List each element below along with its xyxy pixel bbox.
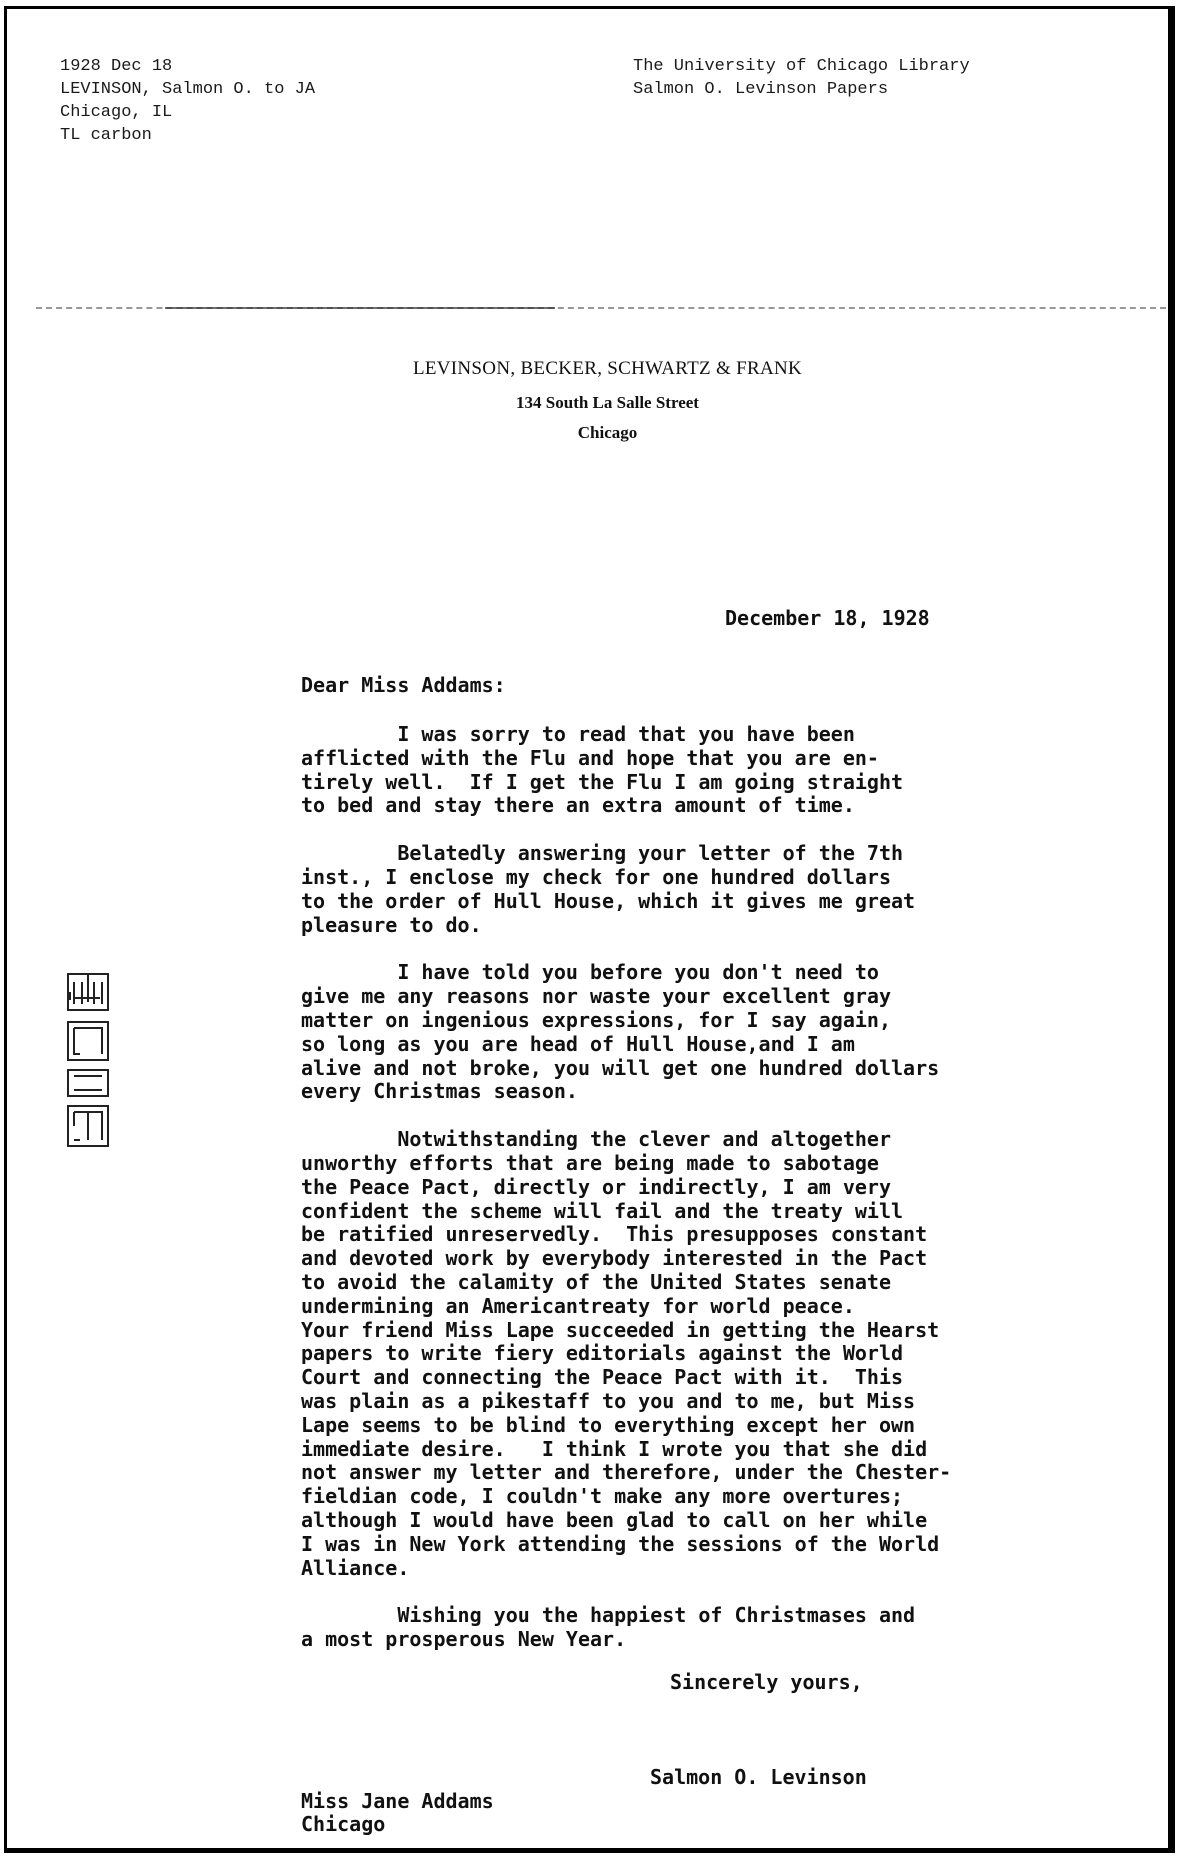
paragraph-2	[301, 842, 1051, 937]
archive-library: The University of Chicago Library	[633, 57, 970, 76]
text-line: unworthy efforts that are being made to sabotage	[301, 1150, 879, 1175]
text-line: papers to write fiery editorials against the World	[301, 1341, 904, 1366]
text-line: Lape seems to be blind to everything except her own	[301, 1412, 916, 1437]
addressee-name: Miss Jane Addams	[301, 1789, 494, 1813]
paragraph-4	[301, 1128, 1051, 1580]
file-stamp	[60, 970, 116, 1150]
text-line: Notwithstanding the clever and altogether	[301, 1127, 892, 1152]
text-line: immediate desire. I think I wrote you that she did	[301, 1436, 928, 1461]
archive-metadata-right	[633, 55, 970, 101]
text-line: Your friend Miss Lape succeeded in getting the Hearst	[301, 1317, 940, 1342]
firm-address: 134 South La Salle Street	[516, 393, 699, 412]
signature: Salmon O. Levinson	[650, 1765, 867, 1789]
text-line: and devoted work by everybody interested in the Pact	[301, 1246, 928, 1271]
text-line: the Peace Pact, directly or indirectly, I am very	[301, 1174, 892, 1199]
text-line: although I would have been glad to call on her while	[301, 1507, 928, 1532]
text-line: to the order of Hull House, which it gives me great	[301, 888, 916, 913]
archive-date: 1928 Dec 18	[60, 57, 173, 76]
text-line: to avoid the calamity of the United States senate	[301, 1269, 892, 1294]
salutation: Dear Miss Addams:	[301, 673, 506, 697]
text-line: afflicted with the Flu and hope that you are en-	[301, 745, 879, 770]
text-line: confident the scheme will fail and the treaty will	[301, 1198, 904, 1223]
text-line: every Christmas season.	[301, 1079, 578, 1104]
archive-place: Chicago, IL	[60, 103, 173, 122]
text-line: inst., I enclose my check for one hundred dollars	[301, 864, 892, 889]
firm-name: LEVINSON, BECKER, SCHWARTZ & FRANK	[412, 358, 803, 379]
letter-body	[301, 723, 1051, 1676]
text-line: undermining an Americantreaty for world peace.	[301, 1293, 855, 1318]
text-line: to bed and stay there an extra amount of time.	[301, 793, 855, 818]
text-line: I was in New York attending the sessions of the World	[301, 1531, 940, 1556]
archive-correspondents: LEVINSON, Salmon O. to JA	[60, 80, 316, 99]
text-line: alive and not broke, you will get one hundred dollars	[301, 1055, 940, 1080]
text-line: Wishing you the happiest of Christmases and	[301, 1603, 916, 1628]
text-line: Alliance.	[301, 1555, 410, 1580]
text-line: I was sorry to read that you have been	[301, 722, 855, 746]
text-line: I have told you before you don't need to	[301, 960, 879, 985]
addressee-city: Chicago	[301, 1812, 386, 1836]
archive-metadata-left	[60, 55, 315, 147]
addressee	[301, 1790, 494, 1836]
text-line: tirely well. If I get the Flu I am going straight	[301, 769, 904, 794]
text-line: Court and connecting the Peace Pact with it. This	[301, 1365, 904, 1390]
letterhead	[0, 356, 1180, 448]
text-line: matter on ingenious expressions, for I say again,	[301, 1007, 892, 1032]
firm-city: Chicago	[577, 423, 638, 442]
separator-rule-dark	[165, 307, 555, 309]
text-line: Belatedly answering your letter of the 7th	[301, 841, 904, 866]
closing: Sincerely yours,	[670, 1670, 863, 1694]
paragraph-3	[301, 961, 1051, 1104]
paragraph-5	[301, 1604, 1051, 1652]
text-line: so long as you are head of Hull House,and I am	[301, 1031, 855, 1056]
text-line: give me any reasons nor waste your excellent gray	[301, 984, 892, 1009]
text-line: a most prosperous New Year.	[301, 1627, 627, 1652]
text-line: was plain as a pikestaff to you and to me, but Miss	[301, 1388, 916, 1413]
paragraph-1	[301, 723, 1051, 818]
text-line: fieldian code, I couldn't make any more overtures;	[301, 1484, 904, 1509]
text-line: pleasure to do.	[301, 912, 482, 937]
letter-date: December 18, 1928	[725, 606, 930, 630]
archive-doc-type: TL carbon	[60, 126, 152, 145]
text-line: not answer my letter and therefore, under the Chester-	[301, 1460, 952, 1485]
text-line: be ratified unreservedly. This presupposes constant	[301, 1222, 928, 1247]
archive-collection: Salmon O. Levinson Papers	[633, 80, 889, 99]
